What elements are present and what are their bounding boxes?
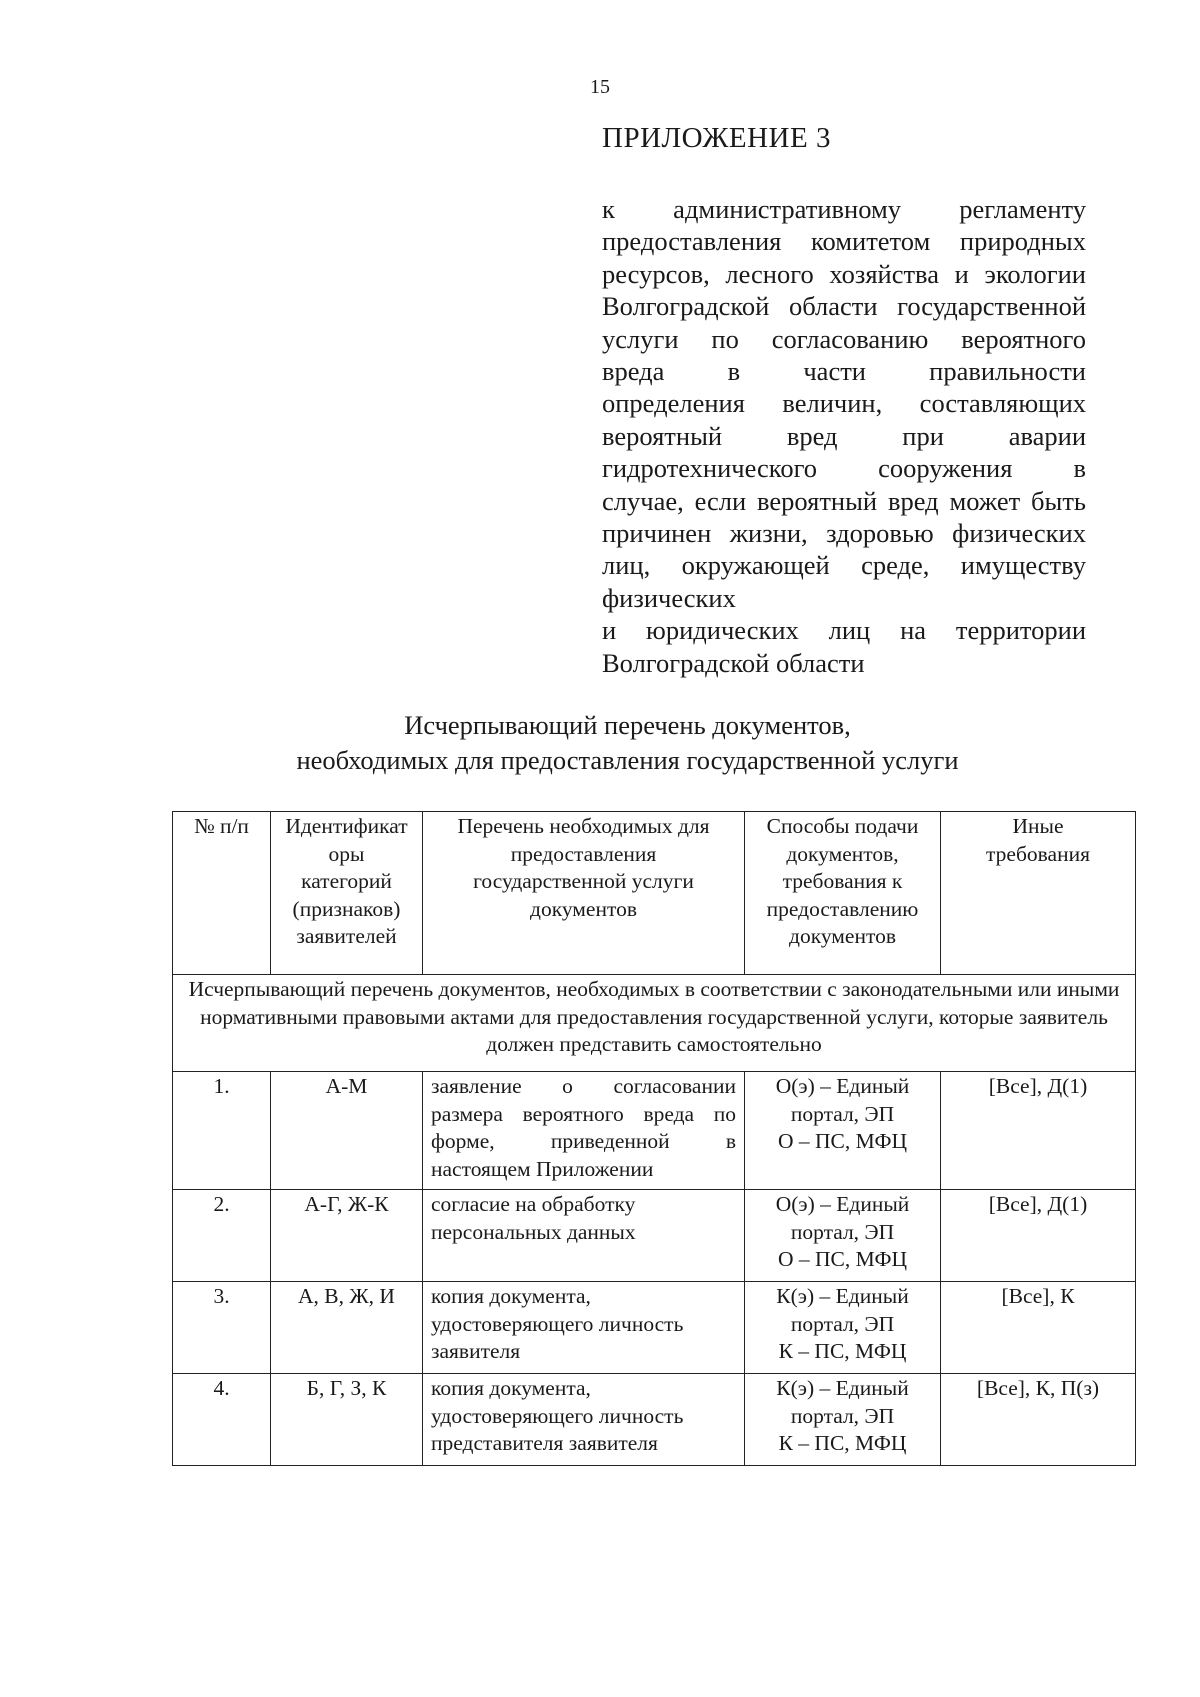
documents-table xyxy=(172,811,1136,1466)
method-line: К – ПС, МФЦ xyxy=(778,1431,907,1455)
header-line: Перечень необходимых для xyxy=(457,814,710,838)
document-title xyxy=(0,708,1200,778)
document-title-line: Исчерпывающий перечень документов, xyxy=(404,710,851,740)
row-number: 1. xyxy=(173,1072,271,1190)
row-methods xyxy=(745,1190,941,1282)
row-methods xyxy=(745,1374,941,1466)
header-line: документов xyxy=(530,896,637,921)
table-row xyxy=(173,1374,1136,1466)
header-number: № п/п xyxy=(173,812,271,975)
row-document: копия документа, удостоверяющего личность заявителя xyxy=(423,1282,745,1374)
method-line: портал, ЭП xyxy=(790,1219,895,1244)
header-line: Способы подачи xyxy=(766,814,919,838)
table-header-row xyxy=(173,812,1136,975)
header-line: требования xyxy=(986,841,1090,866)
header-line: документов xyxy=(789,924,896,948)
header-line: Иные xyxy=(1012,814,1064,838)
appendix-line: определения величин, составляющих xyxy=(602,388,1086,419)
method-line: О – ПС, МФЦ xyxy=(778,1129,907,1153)
header-line: государственной услуги xyxy=(473,869,694,893)
method-line: К – ПС, МФЦ xyxy=(778,1339,907,1363)
row-other: [Все], Д(1) xyxy=(941,1190,1136,1282)
appendix-line: Волгоградской области государственной xyxy=(602,291,1086,322)
method-line: портал, ЭП xyxy=(790,1311,895,1336)
page-number: 15 xyxy=(590,76,610,98)
header-line: оры xyxy=(328,841,365,866)
appendix-line: и юридических лиц на территории xyxy=(602,615,1086,646)
row-other: [Все], К, П(з) xyxy=(941,1374,1136,1466)
appendix-line: Волгоградской области xyxy=(602,647,865,678)
row-other: [Все], Д(1) xyxy=(941,1072,1136,1190)
header-line: Идентификат xyxy=(285,814,408,838)
appendix-line: к административному регламенту xyxy=(602,194,1086,224)
document-title-line: необходимых для предоставления государственной услуги xyxy=(296,745,959,775)
appendix-description xyxy=(602,193,1086,679)
row-document: заявление о согласовании размера вероятного вреда по форме, приведенной в настоящем Приложении xyxy=(423,1072,745,1190)
header-line: предоставлению xyxy=(766,896,919,921)
method-line: К(э) – Единый xyxy=(776,1284,909,1308)
table-row xyxy=(173,1072,1136,1190)
row-methods xyxy=(745,1282,941,1374)
row-document: согласие на обработку персональных данных xyxy=(423,1190,745,1282)
method-line: О(э) – Единый xyxy=(775,1192,910,1216)
appendix-line: гидротехнического сооружения в xyxy=(602,453,1086,484)
row-applicant-ids: А, В, Ж, И xyxy=(271,1282,423,1374)
appendix-line: случае, если вероятный вред может быть xyxy=(602,485,1086,516)
method-line: портал, ЭП xyxy=(790,1403,895,1428)
header-other-requirements xyxy=(941,812,1136,975)
section-heading: Исчерпывающий перечень документов, необходимых в соответствии с законодательными или иными нормативными правовыми актами для предоставления государственной услуги, которые заявитель должен представить самостоятельно xyxy=(173,975,1136,1072)
row-number: 2. xyxy=(173,1190,271,1282)
header-applicant-ids xyxy=(271,812,423,975)
table-row xyxy=(173,1282,1136,1374)
header-line: (признаков) xyxy=(292,896,401,921)
table-section-row xyxy=(173,975,1136,1072)
row-number: 4. xyxy=(173,1374,271,1466)
appendix-line: лиц, окружающей среде, имуществу xyxy=(602,550,1086,581)
header-line: документов, xyxy=(786,841,899,866)
appendix-line: предоставления комитетом природных xyxy=(602,226,1086,257)
row-applicant-ids: А-М xyxy=(271,1072,423,1190)
header-line: предоставления xyxy=(510,841,657,866)
header-line: заявителей xyxy=(296,924,397,948)
row-number: 3. xyxy=(173,1282,271,1374)
appendix-line: причинен жизни, здоровью физических xyxy=(602,518,1086,549)
row-document: копия документа, удостоверяющего личность представителя заявителя xyxy=(423,1374,745,1466)
appendix-title: ПРИЛОЖЕНИЕ 3 xyxy=(602,122,831,154)
method-line: О(э) – Единый xyxy=(775,1074,910,1098)
header-submission-methods xyxy=(745,812,941,975)
appendix-line: вероятный вред при аварии xyxy=(602,420,1086,451)
appendix-line: вреда в части правильности xyxy=(602,356,1086,387)
appendix-line: услуги по согласованию вероятного xyxy=(602,323,1086,354)
row-methods xyxy=(745,1072,941,1190)
row-other: [Все], К xyxy=(941,1282,1136,1374)
header-line: требования к xyxy=(782,869,903,893)
header-documents-list xyxy=(423,812,745,975)
row-applicant-ids: А-Г, Ж-К xyxy=(271,1190,423,1282)
table-row xyxy=(173,1190,1136,1282)
appendix-line: физических xyxy=(602,582,736,613)
method-line: О – ПС, МФЦ xyxy=(778,1247,907,1271)
appendix-line: ресурсов, лесного хозяйства и экологии xyxy=(602,258,1086,289)
method-line: К(э) – Единый xyxy=(776,1376,909,1400)
header-line: категорий xyxy=(301,869,392,893)
row-applicant-ids: Б, Г, З, К xyxy=(271,1374,423,1466)
method-line: портал, ЭП xyxy=(790,1101,895,1126)
